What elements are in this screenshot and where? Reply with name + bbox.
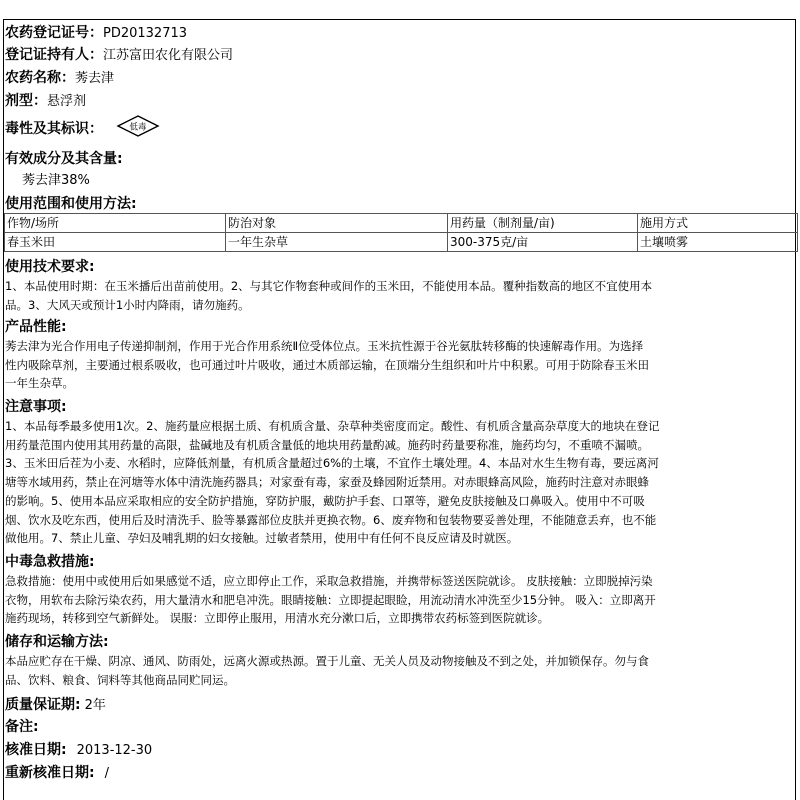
first-aid-line: 急救措施：使用中或使用后如果感觉不适，应立即停止工作，采取急救措施，并携带标签送医院就诊。 皮肤接触：立即脱掉污染 bbox=[5, 574, 653, 588]
name-label: 农药名称： bbox=[5, 70, 75, 86]
notes-title: 注意事项: bbox=[5, 399, 67, 415]
reg-no-label: 农药登记证号： bbox=[5, 25, 103, 41]
holder-value: 江苏富田农化有限公司 bbox=[103, 48, 234, 63]
reg-no-value: PD20132713 bbox=[103, 26, 188, 41]
notes-text bbox=[5, 417, 793, 548]
low-toxicity-diamond-icon bbox=[116, 114, 160, 143]
usage-cell-target: 一年生杂草 bbox=[226, 233, 448, 252]
storage-line: 品、饮料、粮食、饲料等其他商品同贮同运。 bbox=[5, 672, 235, 687]
notes-line: 塘等水域用药，禁止在河塘等水体中清洗施药器具；对家蚕有毒，家蚕及蜂园附近禁用。对赤眼蜂高风险，施药时注意对赤眼蜂 bbox=[5, 475, 649, 490]
performance-text bbox=[5, 337, 793, 393]
storage-line: 本品应贮存在干燥、阴凉、通风、防雨处，远离火源或热源。置于儿童、无关人员及动物接触及不到之处，并加锁保存。勿与食 bbox=[5, 654, 649, 668]
reapproval-date: / bbox=[104, 766, 109, 781]
ingredient-value: 莠去津38% bbox=[22, 173, 90, 188]
usage-col-dosage: 用药量（制剂量/亩) bbox=[448, 214, 638, 233]
notes-line: 的影响。5、使用本品应采取相应的安全防护措施，穿防护服，戴防护手套、口罩等，避免皮肤接触及口鼻吸入。使用中不可吸 bbox=[5, 493, 645, 508]
reg-no-row bbox=[5, 22, 187, 44]
notes-line: 做他用。7、禁止儿童、孕妇及哺乳期的妇女接触。过敏者禁用，使用中有任何不良反应请及时就医。 bbox=[5, 531, 519, 546]
remark-label: 备注: bbox=[5, 719, 39, 735]
first-aid-title: 中毒急救措施: bbox=[5, 554, 95, 570]
form-label: 剂型： bbox=[5, 93, 47, 109]
performance-line: 性内吸除草剂，主要通过根系吸收，也可通过叶片吸收，通过木质部运输，在顶端分生组织和叶片中积累。可用于防除春玉米田 bbox=[5, 357, 649, 372]
warranty-row bbox=[5, 694, 106, 716]
name-value: 莠去津 bbox=[75, 71, 115, 86]
warranty-value: 2年 bbox=[84, 698, 106, 713]
approval-row bbox=[5, 739, 152, 761]
usage-col-target: 防治对象 bbox=[226, 214, 448, 233]
warranty-label: 质量保证期: bbox=[5, 697, 81, 713]
notes-line: 1、本品每季最多使用1次。2、施药量应根据土质、有机质含量、杂草种类密度而定。酸性、有机质含量高杂草度大的地块在登记 bbox=[5, 419, 660, 433]
storage-text bbox=[5, 652, 793, 689]
form-value: 悬浮剂 bbox=[47, 94, 87, 109]
form-row bbox=[5, 90, 86, 112]
approval-label: 核准日期: bbox=[5, 742, 67, 758]
technique-line: 品。3、大风天或预计1小时内降雨，请勿施药。 bbox=[5, 297, 250, 312]
notes-line: 用药量范围内使用其用药量的高限，盐碱地及有机质含量低的地块用药量酌减。施药时药量要称准，施药均匀，不重喷不漏喷。 bbox=[5, 437, 649, 452]
usage-cell-crop: 春玉米田 bbox=[5, 233, 226, 252]
usage-col-method: 施用方式 bbox=[638, 214, 798, 233]
first-aid-line: 衣物，用软布去除污染农药，用大量清水和肥皂冲洗。眼睛接触：立即提起眼睑，用流动清水冲洗至少15分钟。 吸入：立即离开 bbox=[5, 592, 656, 607]
usage-table bbox=[4, 213, 798, 252]
remark-row bbox=[5, 716, 39, 737]
technique-title: 使用技术要求: bbox=[5, 259, 95, 275]
approval-date: 2013-12-30 bbox=[76, 743, 153, 758]
technique-line: 1、本品使用时期：在玉米播后出苗前使用。2、与其它作物套种或间作的玉米田，不能使用本品。覆种指数高的地区不宜使用本 bbox=[5, 279, 653, 293]
technique-text bbox=[5, 277, 793, 314]
name-row bbox=[5, 67, 114, 89]
toxicity-row bbox=[5, 114, 160, 143]
reapproval-row bbox=[5, 762, 109, 784]
notes-line: 烟、饮水及吃东西，使用后及时清洗手、脸等暴露部位皮肤并更换衣物。6、废弃物和包装物要妥善处理，不能随意丢弃，也不能 bbox=[5, 512, 657, 527]
toxicity-mark-text: 低毒 bbox=[129, 122, 147, 133]
first-aid-line: 施药现场，转移到空气新鲜处。 误服：立即停止服用，用清水充分漱口后，立即携带农药标签到医院就诊。 bbox=[5, 611, 550, 626]
usage-title: 使用范围和使用方法: bbox=[5, 196, 137, 212]
toxicity-label: 毒性及其标识： bbox=[5, 121, 103, 137]
holder-label: 登记证持有人： bbox=[5, 47, 103, 63]
performance-line: 一年生杂草。 bbox=[5, 376, 74, 391]
usage-cell-method: 土壤喷雾 bbox=[638, 233, 798, 252]
usage-header-row bbox=[5, 214, 798, 233]
first-aid-text bbox=[5, 572, 793, 628]
usage-cell-dosage: 300-375克/亩 bbox=[448, 233, 638, 252]
performance-line: 莠去津为光合作用电子传递抑制剂，作用于光合作用系统Ⅱ位受体位点。玉米抗性源于谷光氨肽转移酶的快速解毒作用。为选择 bbox=[5, 339, 644, 353]
usage-col-crop: 作物/场所 bbox=[5, 214, 226, 233]
performance-title: 产品性能: bbox=[5, 319, 67, 335]
storage-title: 储存和运输方法: bbox=[5, 634, 109, 650]
reapproval-label: 重新核准日期: bbox=[5, 765, 95, 781]
holder-row bbox=[5, 44, 233, 66]
ingredient-title: 有效成分及其含量: bbox=[5, 151, 123, 167]
table-row bbox=[5, 233, 798, 252]
notes-line: 3、玉米田后茬为小麦、水稻时，应降低剂量，有机质含量超过6%的土壤，不宜作土壤处理。4、本品对水生生物有毒，要远离河 bbox=[5, 456, 659, 471]
